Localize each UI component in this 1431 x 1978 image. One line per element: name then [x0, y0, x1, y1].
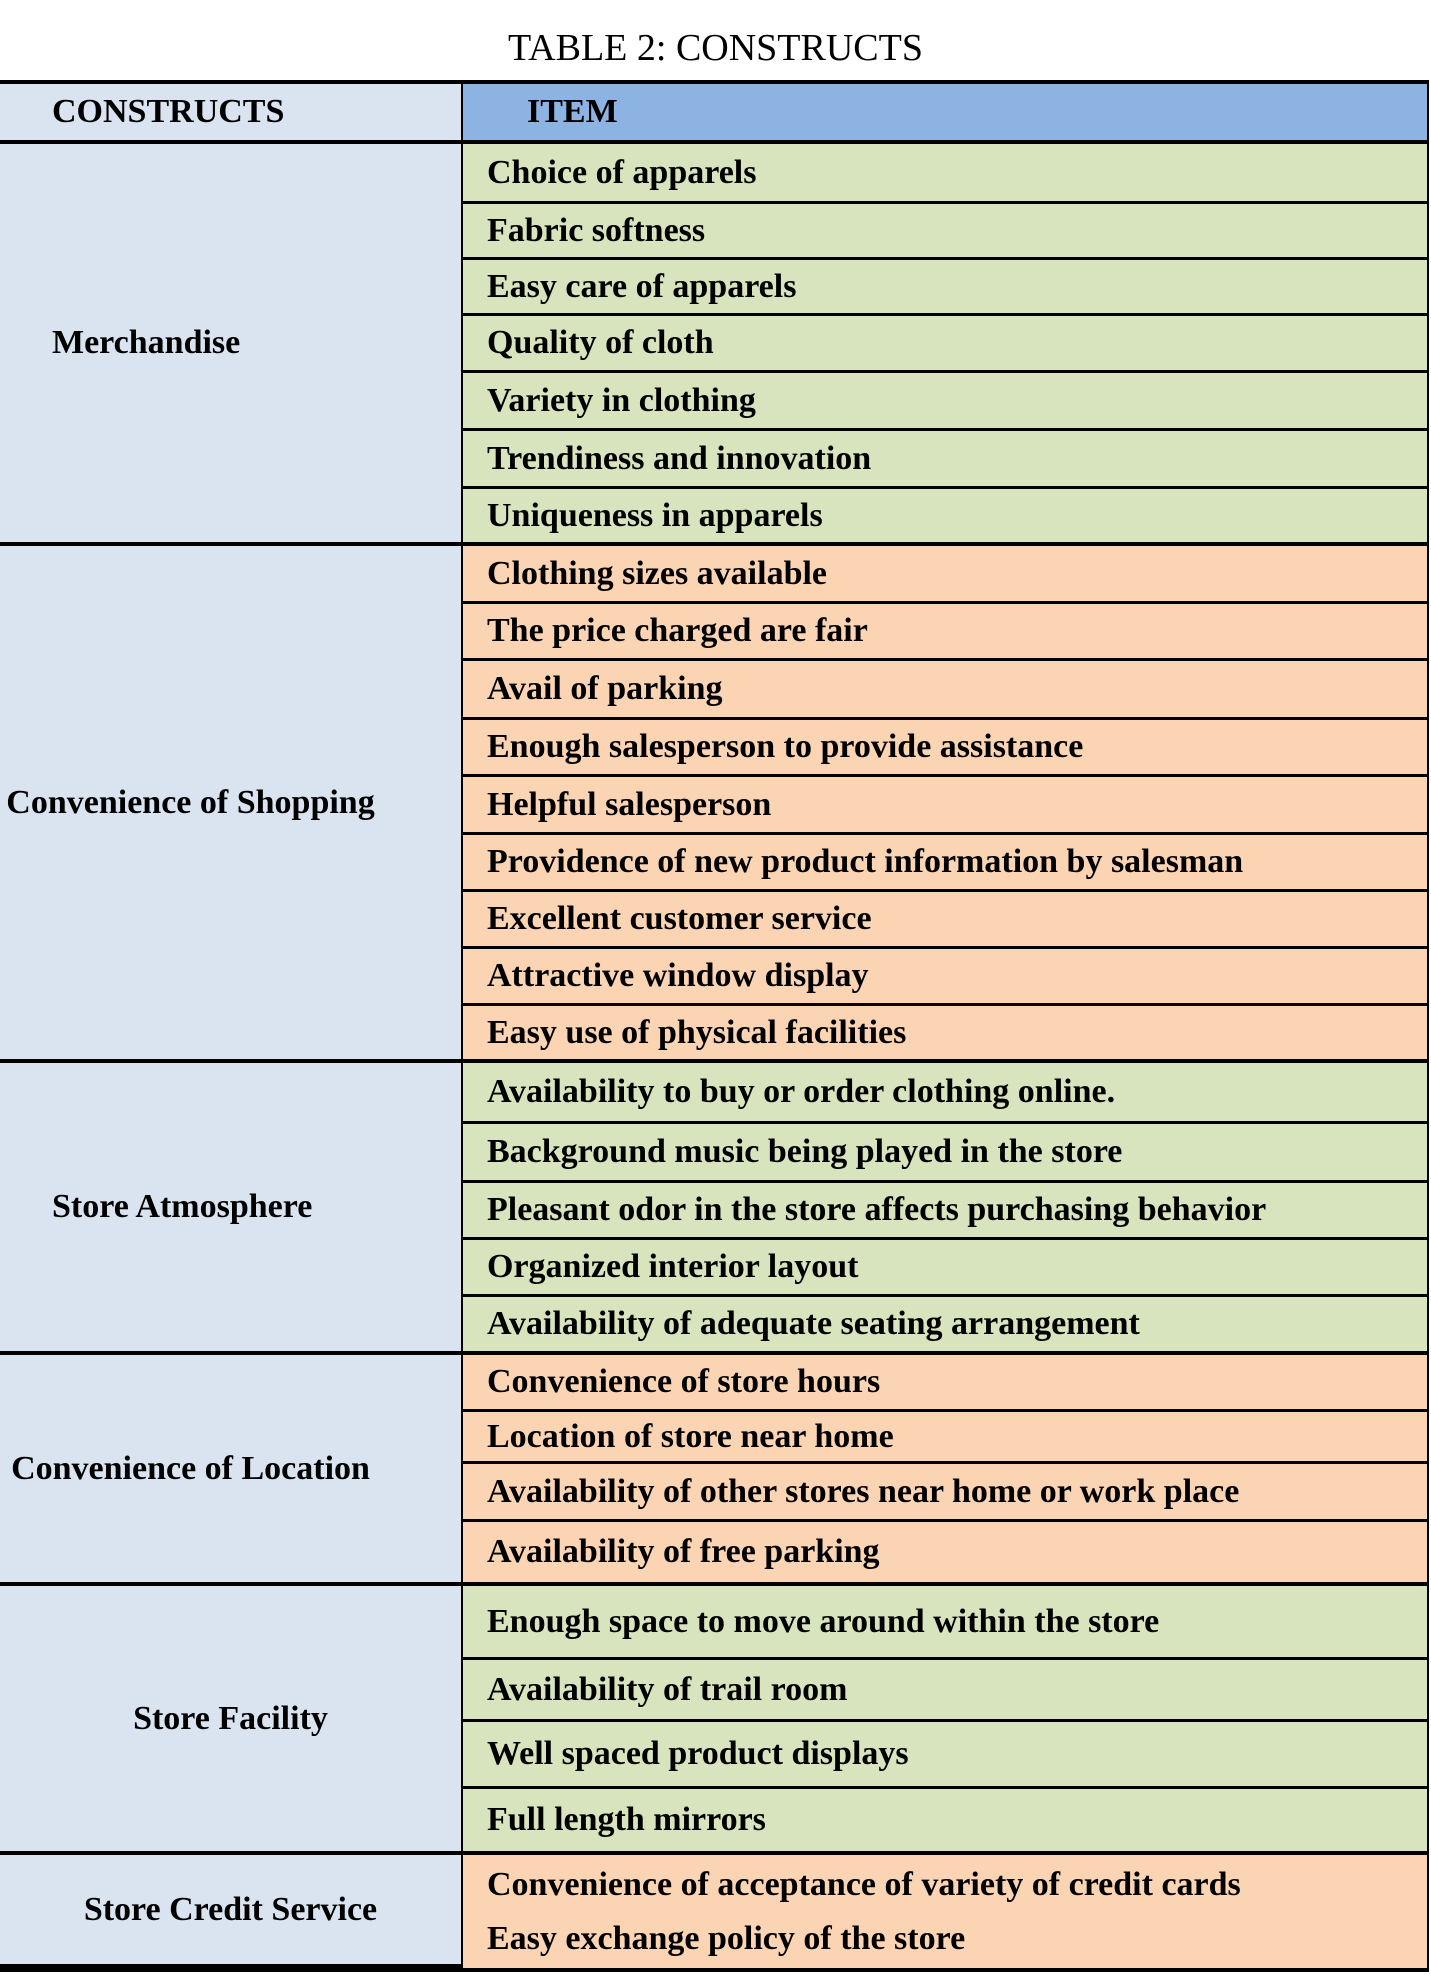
item-label: Variety in clothing: [487, 381, 756, 419]
item-label: The price charged are fair: [487, 612, 868, 649]
item-cell: [463, 1464, 1429, 1522]
item-cell: [463, 1586, 1429, 1660]
construct-label: Convenience of Shopping: [6, 783, 375, 821]
item-label: Easy exchange policy of the store: [487, 1919, 966, 1957]
item-cell: [463, 604, 1429, 661]
item-cell: [463, 144, 1429, 204]
item-label: Providence of new product information by salesman: [487, 843, 1244, 880]
item-cell: [463, 1124, 1429, 1183]
item-cell: [463, 431, 1429, 489]
item-cell: [463, 489, 1429, 546]
construct-label: Convenience of Location: [11, 1449, 370, 1487]
item-label: Attractive window display: [487, 957, 869, 994]
item-cell: [463, 204, 1429, 260]
item-cell: [463, 949, 1429, 1006]
item-label: Enough salesperson to provide assistance: [487, 728, 1084, 765]
construct-cell: [0, 1063, 463, 1355]
item-cell: [463, 1006, 1429, 1063]
item-label: Avail of parking: [487, 670, 723, 707]
item-label: Clothing sizes available: [487, 554, 828, 592]
item-cell: [463, 835, 1429, 892]
item-label: Choice of apparels: [487, 153, 757, 191]
construct-label: Store Credit Service: [83, 1890, 378, 1928]
item-cell: [463, 260, 1429, 316]
item-label: Convenience of acceptance of variety of credit cards: [487, 1865, 1241, 1903]
construct-label: Store Atmosphere: [52, 1188, 313, 1225]
item-cell: [463, 546, 1429, 604]
construct-cell: [0, 144, 463, 546]
item-label: Uniqueness in apparels: [487, 496, 823, 534]
item-cell: [463, 777, 1429, 835]
construct-label: Store Facility: [133, 1699, 328, 1737]
constructs-table: [0, 80, 1429, 1972]
item-cell: [463, 373, 1429, 431]
item-label: Availability to buy or order clothing online.: [487, 1073, 1116, 1110]
item-cell: [463, 1063, 1429, 1124]
item-label: Trendiness and innovation: [487, 439, 872, 477]
item-label: Availability of adequate seating arrangement: [487, 1305, 1140, 1342]
construct-label: Merchandise: [52, 324, 241, 361]
item-label: Helpful salesperson: [487, 785, 772, 823]
item-label: Enough space to move around within the store: [487, 1602, 1160, 1640]
table-title: TABLE 2: CONSTRUCTS: [508, 27, 923, 69]
item-cell: [463, 1789, 1429, 1855]
construct-cell: [0, 546, 463, 1063]
item-label: Excellent customer service: [487, 900, 872, 937]
item-label: Easy care of apparels: [487, 267, 797, 305]
item-cell: [463, 1660, 1429, 1722]
item-cell: [463, 1722, 1429, 1789]
item-cell: [463, 1522, 1429, 1586]
item-label: Convenience of store hours: [487, 1363, 881, 1400]
item-label: Easy use of physical facilities: [487, 1013, 907, 1051]
item-label: Availability of free parking: [487, 1533, 880, 1570]
item-cell: [463, 1412, 1429, 1464]
item-label: Availability of trail room: [487, 1670, 848, 1708]
item-label: Background music being played in the store: [487, 1133, 1123, 1170]
construct-cell: [0, 1355, 463, 1586]
item-cell: [463, 316, 1429, 373]
construct-cell: [0, 1586, 463, 1855]
item-label: Quality of cloth: [487, 324, 714, 361]
item-label: Location of store near home: [487, 1417, 894, 1455]
construct-cell: [0, 1855, 463, 1968]
item-cell: [463, 1855, 1429, 1968]
item-cell: [463, 1183, 1429, 1240]
item-label: Availability of other stores near home or work place: [487, 1472, 1240, 1510]
item-cell: [463, 1297, 1429, 1355]
item-label: Pleasant odor in the store affects purchasing behavior: [487, 1191, 1267, 1228]
item-cell: [463, 1355, 1429, 1412]
item-cell: [463, 1240, 1429, 1297]
item-cell: [463, 661, 1429, 720]
item-label: Organized interior layout: [487, 1248, 859, 1285]
item-label: Fabric softness: [487, 211, 706, 249]
item-cell: [463, 892, 1429, 949]
header-constructs: CONSTRUCTS: [0, 84, 463, 144]
header-item: ITEM: [463, 84, 1429, 144]
item-cell: [463, 720, 1429, 777]
item-label: Well spaced product displays: [487, 1735, 909, 1772]
item-label: Full length mirrors: [487, 1801, 766, 1838]
